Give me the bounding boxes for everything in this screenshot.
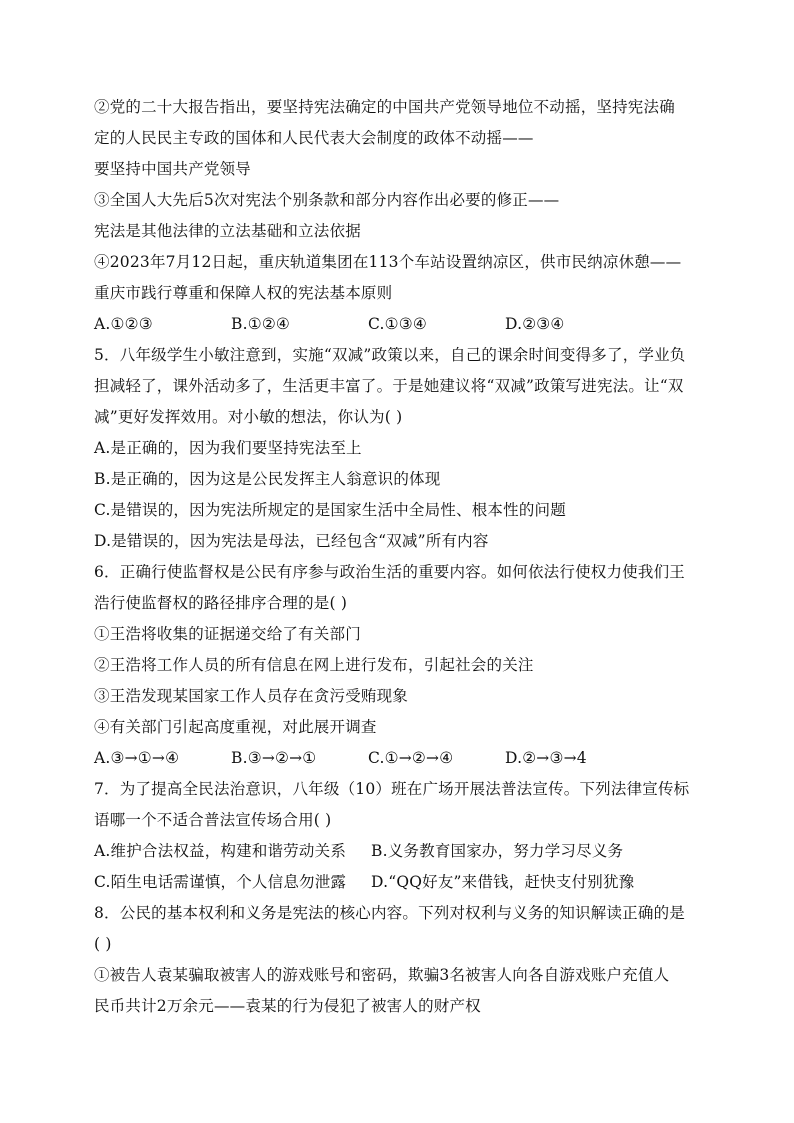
q7-option-d[interactable]: D.“QQ好友”来借钱，赶快支付别犹豫	[371, 873, 635, 891]
q6-option-d[interactable]: D.②→③→4	[505, 749, 587, 767]
q4-option-d[interactable]: D.②③④	[505, 315, 565, 333]
q7-options-row1	[94, 836, 704, 867]
q5-option-c[interactable]: C.是错误的，因为宪法所规定的是国家生活中全局性、根本性的问题	[94, 501, 566, 519]
q7-options-row2	[94, 867, 704, 898]
q4-item2-line2: 定的人民民主专政的国体和人民代表大会制度的政体不动摇——	[94, 129, 534, 147]
q4-option-b[interactable]: B.①②④	[231, 315, 291, 333]
q6-item4: ④有关部门引起高度重视，对此展开调查	[94, 718, 377, 736]
q4-item3-line2: 宪法是其他法律的立法基础和立法依据	[94, 222, 361, 240]
q4-option-c[interactable]: C.①③④	[368, 315, 427, 333]
q7-stem-line1: 7．为了提高全民法治意识，八年级（10）班在广场开展法普法宣传。下列法律宣传标	[94, 780, 690, 798]
q4-item2-line3: 要坚持中国共产党领导	[94, 160, 252, 178]
question-text-block	[94, 92, 704, 1022]
q8-stem-line2: ( )	[94, 935, 112, 953]
q5-option-b[interactable]: B.是正确的，因为这是公民发挥主人翁意识的体现	[94, 470, 441, 488]
q5-option-d[interactable]: D.是错误的，因为宪法是母法，已经包含“双减”所有内容	[94, 532, 489, 550]
q5-stem-line2: 担减轻了，课外活动多了，生活更丰富了。于是她建议将“双减”政策写进宪法。让“双	[94, 377, 684, 395]
q4-option-a[interactable]: A.①②③	[94, 315, 153, 333]
q6-stem-line2: 浩行使监督权的路径排序合理的是( )	[94, 594, 348, 612]
q7-option-c[interactable]: C.陌生电话需谨慎，个人信息勿泄露	[94, 873, 347, 891]
q6-option-c[interactable]: C.①→②→④	[368, 749, 454, 767]
q8-stem-line1: 8．公民的基本权利和义务是宪法的核心内容。下列对权利与义务的知识解读正确的是	[94, 904, 685, 922]
q4-item2-line1: ②党的二十大报告指出，要坚持宪法确定的中国共产党领导地位不动摇，坚持宪法确	[94, 98, 675, 116]
q6-option-a[interactable]: A.③→①→④	[94, 749, 180, 767]
q5-stem-line1: 5．八年级学生小敏注意到，实施“双减”政策以来，自己的课余时间变得多了，学业负	[94, 346, 686, 364]
q7-stem-line2: 语哪一个不适合普法宣传场合用( )	[94, 811, 332, 829]
q6-stem-line1: 6．正确行使监督权是公民有序参与政治生活的重要内容。如何依法行使权力使我们王	[94, 563, 685, 581]
q6-option-b[interactable]: B.③→②→①	[231, 749, 317, 767]
q6-item3: ③王浩发现某国家工作人员存在贪污受贿现象	[94, 687, 409, 705]
q4-item4-line1: ④2023年7月12日起，重庆轨道集团在113个车站设置纳凉区，供市民纳凉休憩——	[94, 253, 682, 271]
q8-item1-line2: 民币共计2万余元——袁某的行为侵犯了被害人的财产权	[94, 997, 481, 1015]
q4-item3-line1: ③全国人大先后5次对宪法个别条款和部分内容作出必要的修正——	[94, 191, 560, 209]
q7-option-b[interactable]: B.义务教育国家办，努力学习尽义务	[371, 842, 624, 860]
q7-option-a[interactable]: A.维护合法权益，构建和谐劳动关系	[94, 842, 347, 860]
q6-item1: ①王浩将收集的证据递交给了有关部门	[94, 625, 361, 643]
q5-stem-line3: 减”更好发挥效用。对小敏的想法，你认为( )	[94, 408, 403, 426]
q4-item4-line2: 重庆市践行尊重和保障人权的宪法基本原则	[94, 284, 393, 302]
q6-options	[94, 743, 704, 774]
q8-item1-line1: ①被告人袁某骗取被害人的游戏账号和密码，欺骗3名被害人向各自游戏账户充值人	[94, 966, 670, 984]
q5-option-a[interactable]: A.是正确的，因为我们要坚持宪法至上	[94, 439, 362, 457]
q6-item2: ②王浩将工作人员的所有信息在网上进行发布，引起社会的关注	[94, 656, 534, 674]
q4-options	[94, 309, 704, 340]
